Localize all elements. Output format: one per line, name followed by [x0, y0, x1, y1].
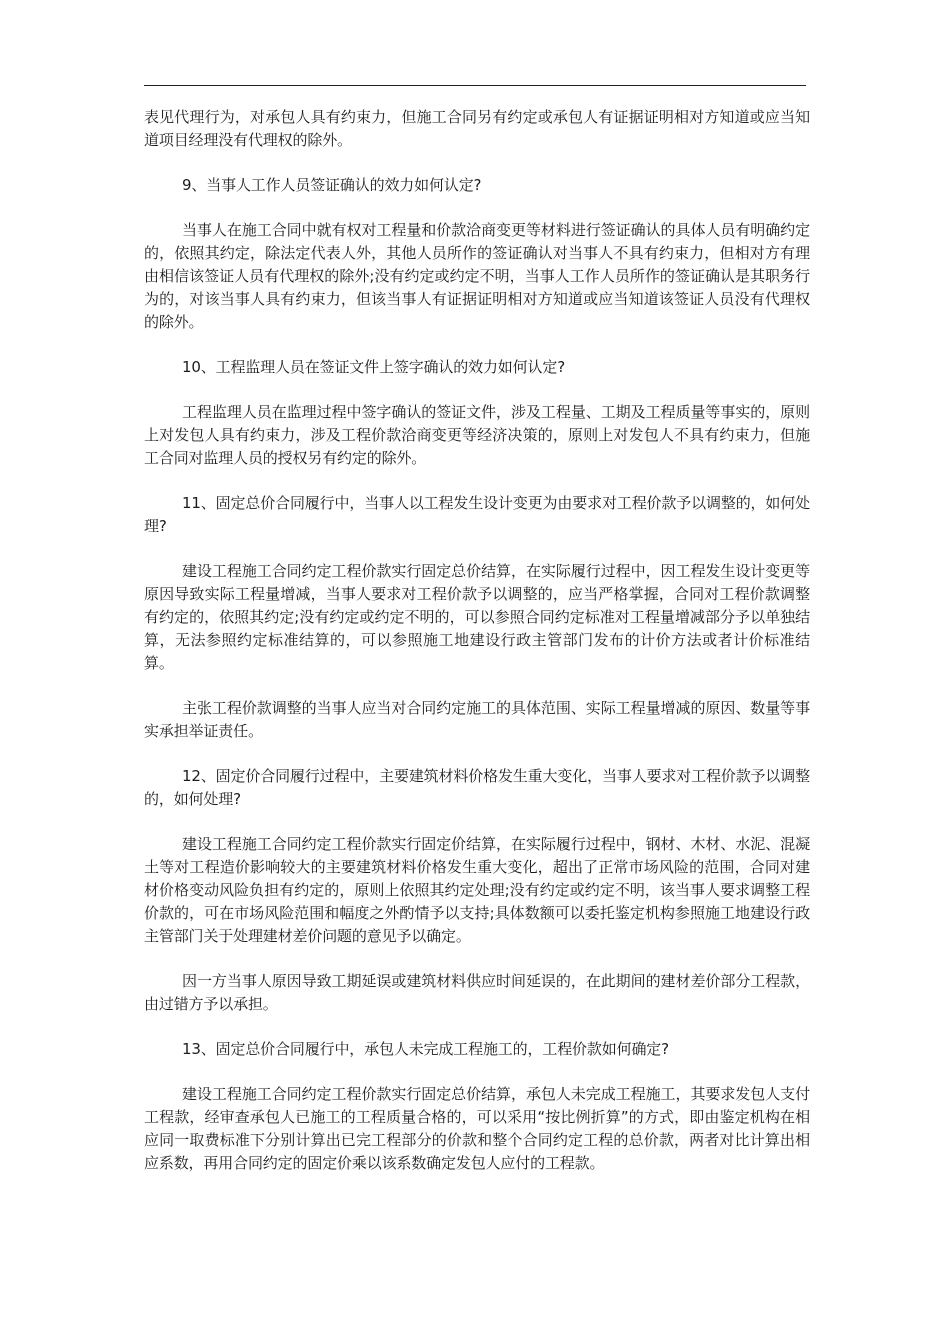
question-heading-13: 13、固定总价合同履行中，承包人未完成工程施工的，工程价款如何确定?: [182, 1040, 669, 1058]
answer-paragraph-13: 建设工程施工合同约定工程价款实行固定总价结算，承包人未完成工程施工，其要求发包人支付工程款，经审查承包人已施工的工程质量合格的，可以采用“按比例折算”的方式，即由鉴定机构在相应同一取费标准下分别计算出已完工程部分的价款和整个合同约定工程的总价款，两者对比计算出相应系数，再用合同约定的固定价乘以该系数确定发包人应付的工程款。: [144, 1085, 810, 1172]
question-heading-12: 12、固定价合同履行过程中，主要建筑材料价格发生重大变化，当事人要求对工程价款予以调整的，如何处理?: [144, 767, 810, 808]
question-heading-9: 9、当事人工作人员签证确认的效力如何认定?: [182, 176, 482, 194]
answer-paragraph-12b: 因一方当事人原因导致工期延误或建筑材料供应时间延误的，在此期间的建材差价部分工程款，由过错方予以承担。: [144, 972, 810, 1013]
answer-paragraph-11b: 主张工程价款调整的当事人应当对合同约定施工的具体范围、实际工程量增减的原因、数量等事实承担举证责任。: [144, 699, 810, 740]
answer-paragraph-11a: 建设工程施工合同约定工程价款实行固定总价结算，在实际履行过程中，因工程发生设计变更等原因导致实际工程量增减，当事人要求对工程价款予以调整的，应当严格掌握，合同对工程价款调整有约定的，依照其约定;没有约定或约定不明的，可以参照合同约定标准对工程量增减部分予以单独结算，无法参照约定标准结算的，可以参照施工地建设行政主管部门发布的计价方法或者计价标准结算。: [144, 562, 810, 672]
question-heading-11: 11、固定总价合同履行中，当事人以工程发生设计变更为由要求对工程价款予以调整的，如何处理?: [144, 494, 810, 535]
header-rule: [144, 85, 806, 86]
answer-paragraph-12a: 建设工程施工合同约定工程价款实行固定价结算，在实际履行过程中，钢材、木材、水泥、混凝土等对工程造价影响较大的主要建筑材料价格发生重大变化，超出了正常市场风险的范围，合同对建材价格变动风险负担有约定的，原则上依照其约定处理;没有约定或约定不明，该当事人要求调整工程价款的，可在市场风险范围和幅度之外酌情予以支持;具体数额可以委托鉴定机构参照施工地建设行政主管部门关于处理建材差价问题的意见予以确定。: [144, 835, 810, 945]
paragraph-continuation: 表见代理行为，对承包人具有约束力，但施工合同另有约定或承包人有证据证明相对方知道或应当知道项目经理没有代理权的除外。: [144, 108, 810, 149]
document-body: [144, 106, 810, 1197]
question-heading-10: 10、工程监理人员在签证文件上签字确认的效力如何认定?: [182, 358, 566, 376]
answer-paragraph-10: 工程监理人员在监理过程中签字确认的签证文件，涉及工程量、工期及工程质量等事实的，原则上对发包人具有约束力，涉及工程价款洽商变更等经济决策的，原则上对发包人不具有约束力，但施工合同对监理人员的授权另有约定的除外。: [144, 403, 810, 467]
answer-paragraph-9: 当事人在施工合同中就有权对工程量和价款洽商变更等材料进行签证确认的具体人员有明确约定的，依照其约定，除法定代表人外，其他人员所作的签证确认对当事人不具有约束力，但相对方有理由相信该签证人员有代理权的除外;没有约定或约定不明，当事人工作人员所作的签证确认是其职务行为的，对该当事人具有约束力，但该当事人有证据证明相对方知道或应当知道该签证人员没有代理权的除外。: [144, 221, 810, 331]
